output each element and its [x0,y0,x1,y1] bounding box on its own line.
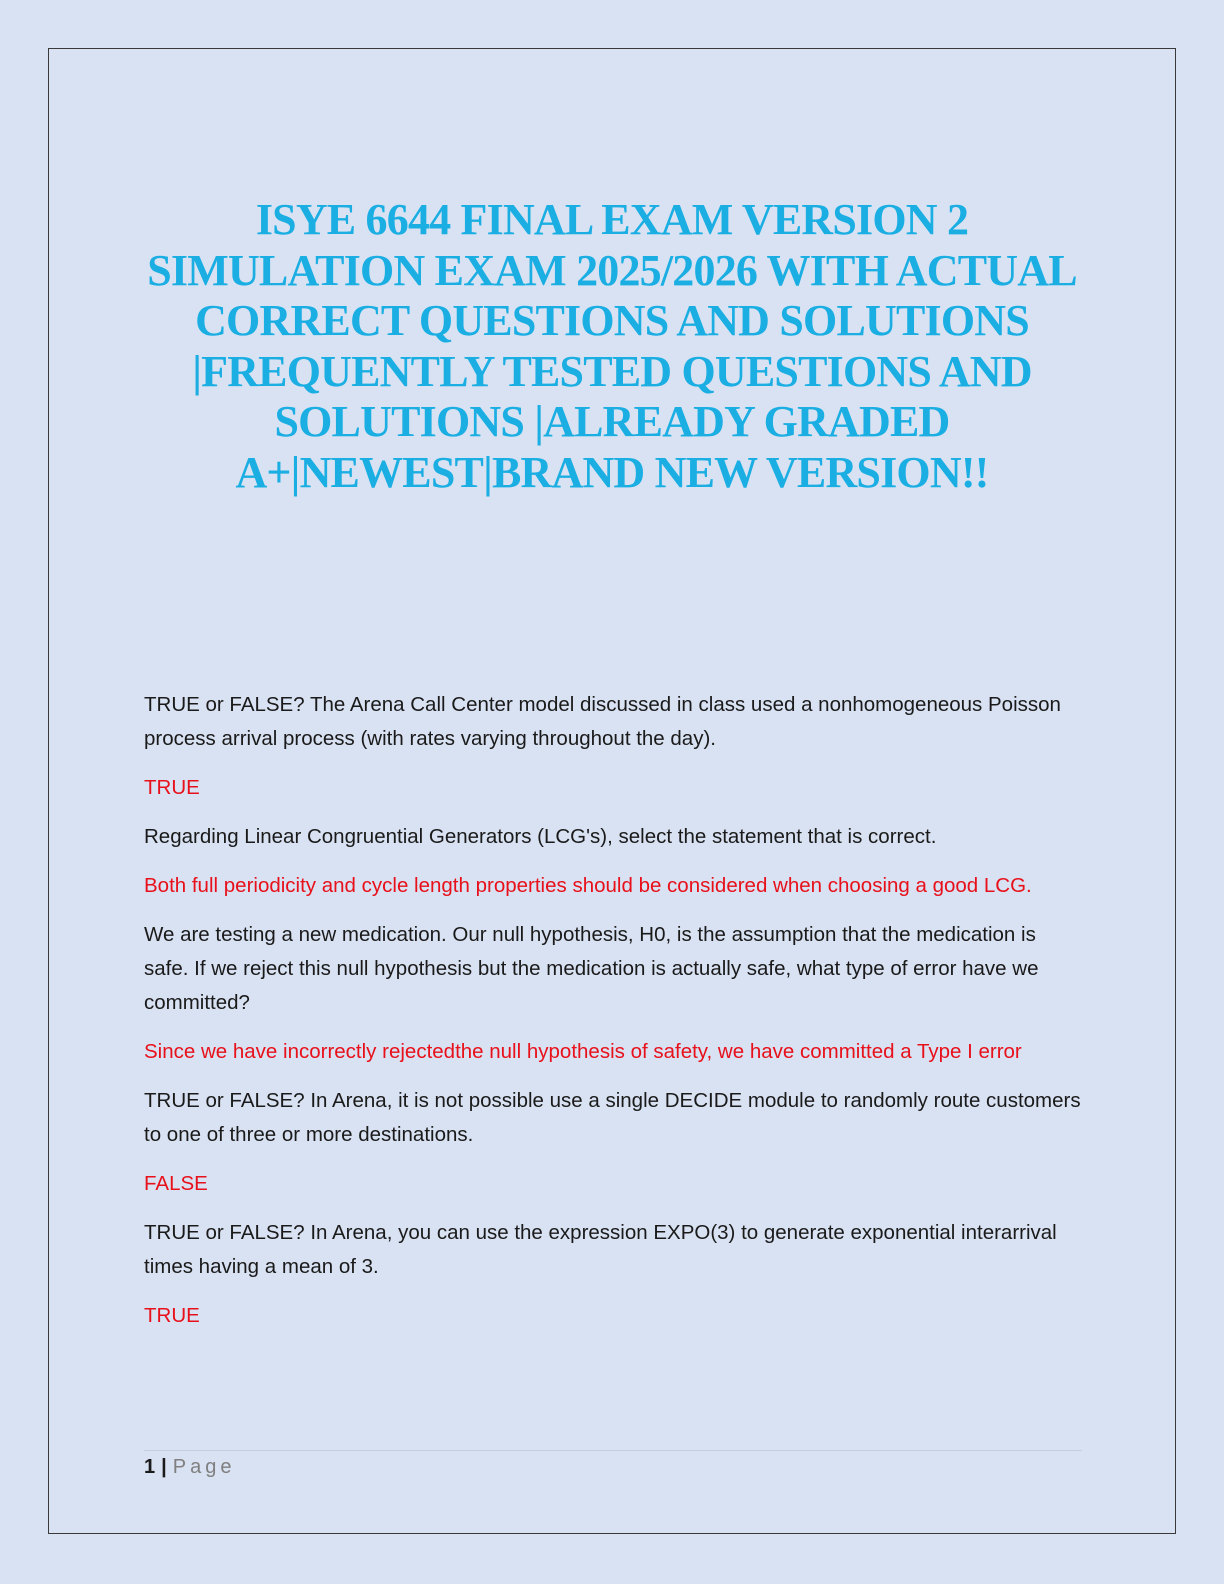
page-number: 1 [144,1456,156,1478]
title-line: |FREQUENTLY TESTED QUESTIONS AND [192,346,1032,396]
answer-text: TRUE [144,776,200,799]
question-text: TRUE or FALSE? In Arena, it is not possible use a single DECIDE module to randomly route customers to one of three or more destinations. [144,1089,1081,1146]
answer-text: TRUE [144,1304,200,1327]
question-text: TRUE or FALSE? In Arena, you can use the expression EXPO(3) to generate exponential interarrival times having a mean of 3. [144,1221,1057,1278]
footer-divider [144,1450,1082,1451]
document-title [120,195,1104,498]
title-line: CORRECT QUESTIONS AND SOLUTIONS [195,296,1029,345]
answer-text: Since we have incorrectly rejectedthe null hypothesis of safety, we have committed a Type I error [144,1040,1022,1063]
answer-text: FALSE [144,1172,208,1195]
question-text: TRUE or FALSE? The Arena Call Center model discussed in class used a nonhomogeneous Poisson process arrival process (with rates varying throughout the day). [144,693,1061,750]
title-line: A+|NEWEST|BRAND NEW VERSION!! [235,447,989,497]
page-footer [144,1456,235,1479]
footer-separator: | [161,1456,167,1478]
title-line: SIMULATION EXAM 2025/2026 WITH ACTUAL [147,245,1077,295]
question-text: We are testing a new medication. Our null hypothesis, H0, is the assumption that the medication is safe. If we reject this null hypothesis but the medication is actually safe, what type of error have we committed? [144,923,1039,1014]
question-text: Regarding Linear Congruential Generators (LCG's), select the statement that is correct. [144,825,937,848]
title-line: ISYE 6644 FINAL EXAM VERSION 2 [255,195,969,244]
page-label: Page [172,1456,236,1478]
qa-list [144,688,1084,1348]
title-line: SOLUTIONS |ALREADY GRADED [274,397,950,446]
answer-text: Both full periodicity and cycle length properties should be considered when choosing a good LCG. [144,874,1032,897]
